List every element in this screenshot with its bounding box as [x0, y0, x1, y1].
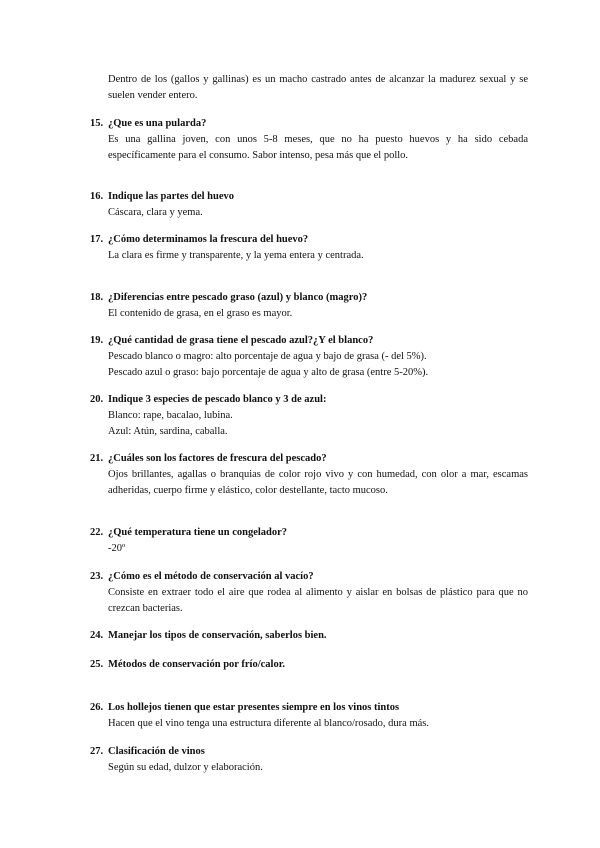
question-number: 22.	[90, 527, 104, 538]
question-title: ¿Que es una pularda?	[108, 118, 207, 129]
question-title: ¿Cómo es el método de conservación al vacío?	[108, 571, 314, 582]
question-number: 15.	[90, 118, 104, 129]
answer-line: Según su edad, dulzor y elaboración.	[108, 762, 263, 773]
question-22	[90, 525, 528, 557]
answer-line: -20º	[108, 543, 126, 554]
question-15	[90, 116, 528, 164]
answer-line: Consiste en extraer todo el aire que rodea al alimento y aislar en bolsas de plástico para que no crezcan bacterias.	[108, 587, 528, 614]
question-title: Clasificación de vinos	[108, 746, 205, 757]
answer-line: Es una gallina joven, con unos 5-8 meses, que no ha puesto huevos y ha sido cebada específicamente para el consumo. Sabor intenso, pesa más que el pollo.	[108, 134, 528, 161]
question-number: 27.	[90, 746, 104, 757]
answer-line: El contenido de grasa, en el graso es mayor.	[108, 308, 293, 319]
question-18	[90, 290, 528, 322]
question-19	[90, 333, 528, 381]
question-number: 21.	[90, 453, 104, 464]
question-number: 18.	[90, 292, 104, 303]
question-title: ¿Cómo determinamos la frescura del huevo?	[108, 234, 309, 245]
question-number: 23.	[90, 571, 104, 582]
question-title: Los hollejos tienen que estar presentes siempre en los vinos tintos	[108, 702, 400, 713]
answer-line: Hacen que el vino tenga una estructura diferente al blanco/rosado, dura más.	[108, 718, 429, 729]
question-title: Manejar los tipos de conservación, saberlos bien.	[108, 630, 327, 641]
question-23	[90, 569, 528, 617]
question-21	[90, 451, 528, 499]
question-title: ¿Diferencias entre pescado graso (azul) y blanco (magro)?	[108, 292, 368, 303]
answer-line: Pescado azul o graso: bajo porcentaje de agua y alto de grasa (entre 5-20%).	[108, 367, 429, 378]
question-number: 25.	[90, 659, 104, 670]
question-number: 19.	[90, 335, 104, 346]
question-27	[90, 744, 528, 776]
question-title: ¿Qué temperatura tiene un congelador?	[108, 527, 288, 538]
answer-line: Cáscara, clara y yema.	[108, 207, 203, 218]
question-number: 17.	[90, 234, 104, 245]
question-26	[90, 700, 528, 732]
question-title: ¿Qué cantidad de grasa tiene el pescado azul?¿Y el blanco?	[108, 335, 374, 346]
answer-line: Pescado blanco o magro: alto porcentaje de agua y bajo de grasa (- del 5%).	[108, 351, 427, 362]
question-16	[90, 189, 528, 221]
question-title: Indique 3 especies de pescado blanco y 3 de azul:	[108, 394, 327, 405]
question-number: 20.	[90, 394, 104, 405]
answer-line: Blanco: rape, bacalao, lubina.	[108, 410, 233, 421]
question-title: ¿Cuáles son los factores de frescura del pescado?	[108, 453, 327, 464]
question-title: Métodos de conservación por frío/calor.	[108, 659, 286, 670]
question-number: 26.	[90, 702, 104, 713]
question-number: 16.	[90, 191, 104, 202]
answer-line: Ojos brillantes, agallas o branquias de color rojo vivo y con humedad, con olor a mar, escamas adheridas, cuerpo firme y elástico, color destellante, tacto mucoso.	[108, 469, 528, 496]
question-17	[90, 232, 528, 264]
question-24	[90, 628, 528, 644]
question-20	[90, 392, 528, 440]
question-number: 24.	[90, 630, 104, 641]
intro-paragraph: Dentro de los (gallos y gallinas) es un macho castrado antes de alcanzar la madurez sexual y se suelen vender entero.	[108, 74, 528, 101]
question-title: Indique las partes del huevo	[108, 191, 235, 202]
answer-line: Azul: Atún, sardina, caballa.	[108, 426, 228, 437]
answer-line: La clara es firme y transparente, y la yema entera y centrada.	[108, 250, 364, 261]
question-25	[90, 657, 528, 673]
